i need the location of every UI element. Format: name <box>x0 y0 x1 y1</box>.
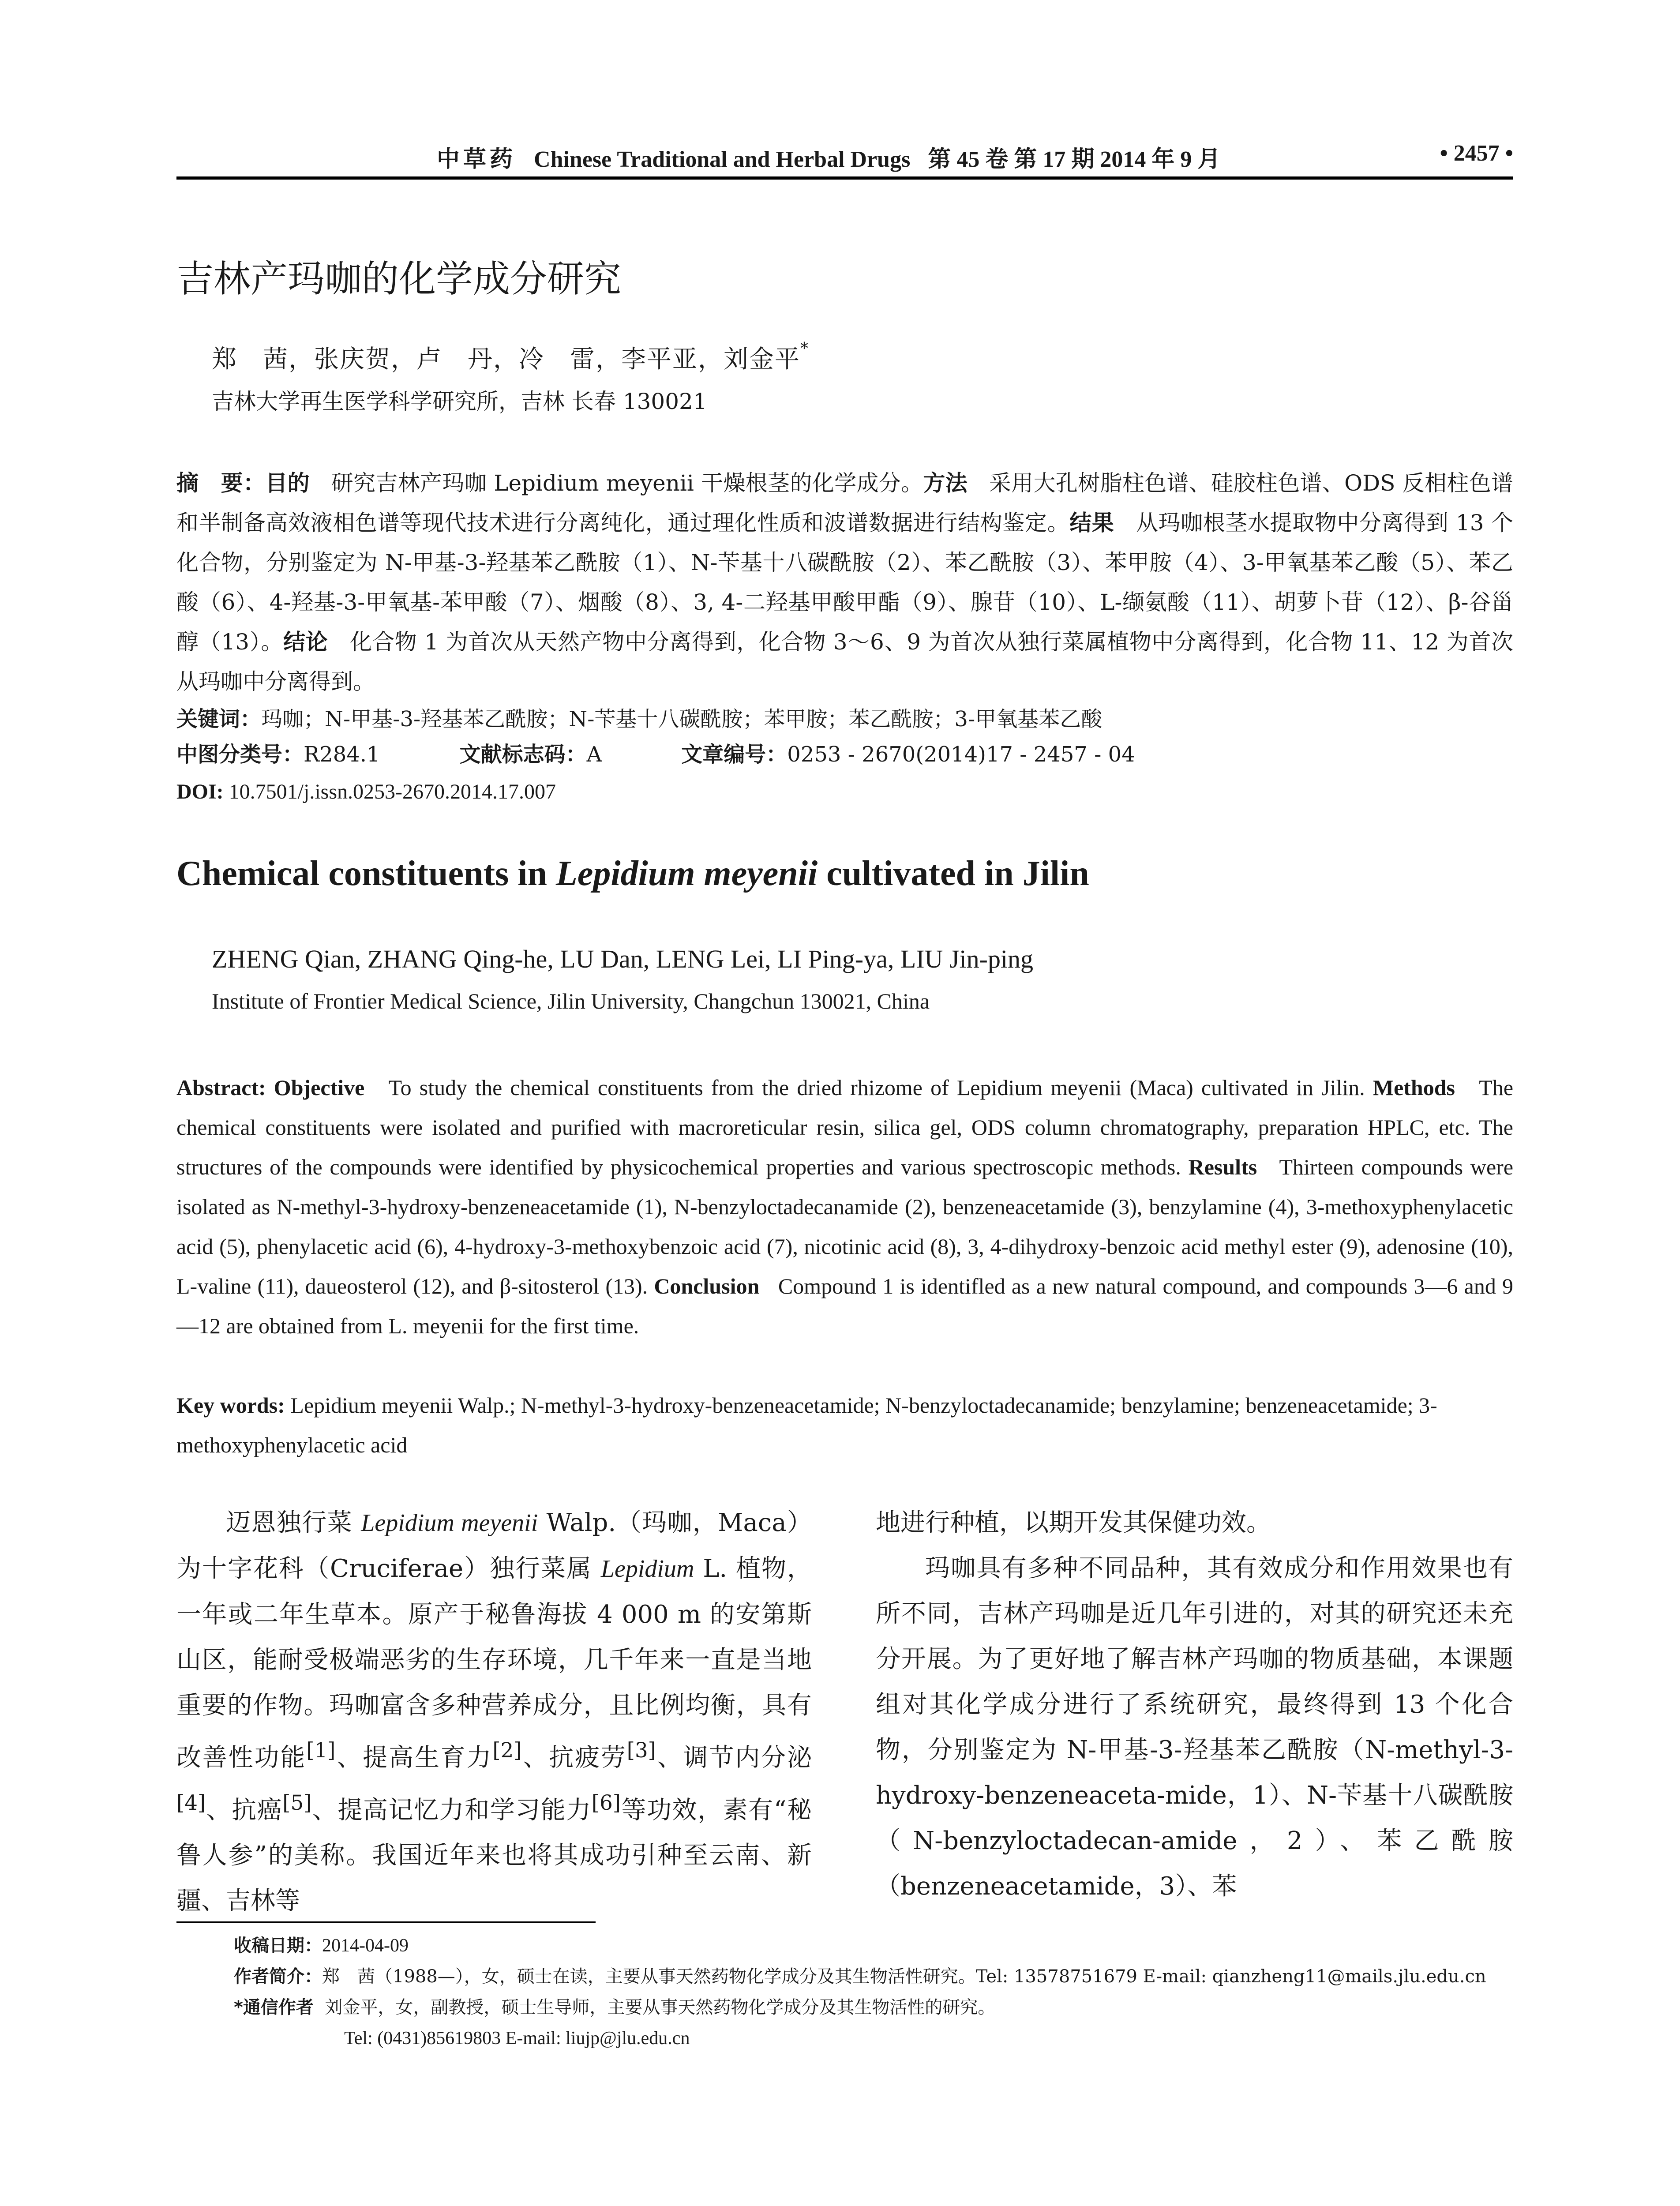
article-no-value: 0253 - 2670(2014)17 - 2457 - 04 <box>787 742 1135 767</box>
cn-affiliation: 吉林大学再生医学科学研究所，吉林 长春 130021 <box>212 389 707 414</box>
body-column-left <box>176 1500 812 1924</box>
journal-line <box>437 140 1220 173</box>
en-title-post: cultivated in Jilin <box>818 854 1089 893</box>
en-title <box>176 854 1089 894</box>
latin-name: Lepidium meyenii <box>361 1509 538 1537</box>
cn-keywords <box>176 702 1513 737</box>
cn-author-list: 郑 茜，张庆贺，卢 丹，冷 雷，李平亚，刘金平 <box>212 345 800 374</box>
doccode-label: 文献标志码： <box>459 742 587 767</box>
cn-conclusion-label: 结论 <box>283 629 328 655</box>
en-authors: ZHENG Qian, ZHANG Qing-he, LU Dan, LENG Lei, LI Ping-ya, LIU Jin-ping <box>212 945 1034 973</box>
body-text: 、抗疲劳 <box>521 1743 627 1772</box>
body-text: 、提高记忆力和学习能力 <box>311 1796 592 1825</box>
en-conclusion: Compound 1 is identifled as a new natural compound, and compounds 3—6 and 9—12 are obtained from L. meyenii for the first time. <box>176 1274 1514 1338</box>
issue-info: 第 45 卷 第 17 期 2014 年 9 月 <box>928 147 1221 172</box>
en-keywords-text: Lepidium meyenii Walp.; N-methyl-3-hydroxy-benzeneacetamide; N-benzyloctadecanamide; benzylamine; benzeneacetamide; 3-methoxyphenylacetic acid <box>176 1393 1437 1457</box>
cn-title: 吉林产玛咖的化学成分研究 <box>176 257 622 300</box>
page-number: • 2457 • <box>1440 141 1513 166</box>
footnote-bio <box>234 1961 1513 1992</box>
en-results-label: Results <box>1188 1155 1257 1179</box>
cn-authors <box>212 340 809 375</box>
cn-methods-label: 方法 <box>923 470 968 496</box>
body-paragraph: 玛咖具有多种不同品种，其有效成分和作用效果也有所不同，吉林产玛咖是近几年引进的，对其的研究还未充分开展。为了更好地了解吉林产玛咖的物质基础，本课题组对其化学成分进行了系统研究，最终得到 13 个化合物，分别鉴定为 N-甲基-3-羟基苯乙酰胺（N-methyl-3-hydroxy-benzeneaceta-mide，1）、N-苄基十八碳酰胺（N-benzyloctadecan-amide，2）、苯乙酰胺（benzeneacetamide，3）、苯 <box>876 1554 1513 1901</box>
footnote-received <box>234 1930 1513 1961</box>
en-affiliation: Institute of Frontier Medical Science, Jilin University, Changchun 130021, China <box>212 989 930 1013</box>
en-title-pre: Chemical constituents in <box>176 854 556 893</box>
received-label: 收稿日期： <box>234 1936 322 1956</box>
doi-line <box>176 774 556 810</box>
citation-ref[interactable]: [6] <box>591 1791 621 1815</box>
footnote-contact <box>234 2023 1513 2054</box>
footnotes <box>234 1930 1513 2054</box>
corresponding-mark: * <box>800 340 809 358</box>
body-text: 、调节内分泌 <box>656 1743 812 1772</box>
body-column-right <box>876 1500 1513 1909</box>
latin-genus: Lepidium <box>600 1555 694 1583</box>
corresponding-contact: Tel: (0431)85619803 E-mail: liujp@jlu.edu.cn <box>344 2028 690 2048</box>
corresponding-text: 刘金平，女，副教授，硕士生导师，主要从事天然药物化学成分及其生物活性的研究。 <box>325 1997 996 2018</box>
body-text: 、抗癌 <box>206 1796 283 1825</box>
en-title-species: Lepidium meyenii <box>556 854 818 893</box>
cn-abstract <box>176 463 1513 702</box>
article-no-label: 文章编号： <box>681 742 788 767</box>
cn-objective: 研究吉林产玛咖 Lepidium meyenii 干燥根茎的化学成分。 <box>331 470 923 496</box>
en-abstract <box>176 1068 1513 1346</box>
footnote-rule <box>176 1921 596 1923</box>
cn-objective-label: 目的 <box>265 470 310 496</box>
en-abstract-label: Abstract: Objective <box>176 1075 365 1100</box>
body-text: 、提高生育力 <box>335 1743 493 1772</box>
body-text: L. 植物，一年或二年生草本。原产于秘鲁海拔 4 000 m 的安第斯山区，能耐受极端恶劣的生存环境，几千年来一直是当地重要的作物。玛咖富含多种营养成分，且比例均衡，具有改善性功能 <box>176 1554 812 1772</box>
doccode-value: A <box>586 742 602 767</box>
cn-conclusion: 化合物 1 为首次从天然产物中分离得到，化合物 3～6、9 为首次从独行菜属植物中分离得到，化合物 11、12 为首次从玛咖中分离得到。 <box>176 629 1514 694</box>
citation-ref[interactable]: [1] <box>306 1739 336 1763</box>
bio-label: 作者简介： <box>234 1966 322 1987</box>
footnote-corresponding <box>234 1992 1513 2023</box>
cn-keywords-label: 关键词： <box>176 707 262 732</box>
citation-ref[interactable]: [4] <box>176 1791 206 1815</box>
en-keywords <box>176 1385 1513 1465</box>
en-methods-label: Methods <box>1372 1075 1455 1100</box>
corresponding-label: *通信作者 <box>234 1997 314 2018</box>
cn-keywords-text: 玛咖；N-甲基-3-羟基苯乙酰胺；N-苄基十八碳酰胺；苯甲胺；苯乙酰胺；3-甲氧基苯乙酸 <box>261 707 1102 732</box>
bio-text: 郑 茜（1988—），女，硕士在读，主要从事天然药物化学成分及其生物活性研究。Tel: 13578751679 E-mail: qianzheng11@mails.jlu.edu.cn <box>322 1966 1486 1987</box>
journal-name-cn: 中草药 <box>437 146 517 173</box>
cn-methods: 采用大孔树脂柱色谱、硅胶柱色谱、ODS 反相柱色谱和半制备高效液相色谱等现代技术进行分离纯化，通过理化性质和波谱数据进行结构鉴定。 <box>176 470 1514 536</box>
citation-ref[interactable]: [5] <box>282 1791 312 1815</box>
en-results: Thirteen compounds were isolated as N-methyl-3-hydroxy-benzeneacetamide (1), N-benzyloctadecanamide (2), benzeneacetamide (3), benzylamine (4), 3-methoxyphenylacetic acid (5), phenylacetic acid (6), 4-hydroxy-3-methoxybenzoic acid (7), nicotinic acid (8), 3, 4-dihydroxy-benzoic acid methyl ester (9), adenosine (10), L-valine (11), daueosterol (12), and β-sitosterol (13). <box>176 1155 1514 1298</box>
body-text: 等功效，素有“秘鲁人参”的美称。我国近年来也将其成功引种至云南、新疆、吉林等 <box>176 1796 812 1916</box>
cn-abstract-label: 摘 要： <box>176 470 266 496</box>
body-paragraph-continued: 地进行种植，以期开发其保健功效。 <box>876 1508 1271 1537</box>
clc-value: R284.1 <box>304 742 380 767</box>
running-header <box>176 140 1513 180</box>
body-text: Walp.（玛咖，Maca）为十字花科（Cruciferae）独行菜属 <box>176 1508 812 1583</box>
journal-name-en: Chinese Traditional and Herbal Drugs <box>534 147 911 172</box>
received-date: 2014-04-09 <box>322 1936 409 1956</box>
body-text: 迈恩独行菜 <box>226 1508 361 1537</box>
en-objective: To study the chemical constituents from the dried rhizome of Lepidium meyenii (Maca) cultivated in Jilin. <box>388 1075 1365 1100</box>
en-keywords-label: Key words: <box>176 1393 285 1418</box>
en-methods: The chemical constituents were isolated and purified with macroreticular resin, silica gel, ODS column chromatography, preparation HPLC, etc. The structures of the compounds were identified by physicochemical properties and various spectroscopic methods. <box>176 1075 1514 1179</box>
classification-line <box>176 737 1513 772</box>
doi-label: DOI: <box>176 780 224 803</box>
cn-results-label: 结果 <box>1069 510 1114 536</box>
header-rule <box>176 176 1513 180</box>
body-paragraph <box>176 1500 812 1924</box>
cn-results: 从玛咖根茎水提取物中分离得到 13 个化合物，分别鉴定为 N-甲基-3-羟基苯乙酰胺（1）、N-苄基十八碳酰胺（2）、苯乙酰胺（3）、苯甲胺（4）、3-甲氧基苯乙酸（5）、苯乙酸（6）、4-羟基-3-甲氧基-苯甲酸（7）、烟酸（8）、3, 4-二羟基甲酸甲酯（9）、腺苷（10）、L-缬氨酸（11）、胡萝卜苷（12）、β-谷甾醇（13）。 <box>176 510 1514 655</box>
citation-ref[interactable]: [3] <box>626 1739 656 1763</box>
doi-value: 10.7501/j.issn.0253-2670.2014.17.007 <box>229 780 556 803</box>
clc-label: 中图分类号： <box>176 742 304 767</box>
en-conclusion-label: Conclusion <box>654 1274 760 1298</box>
citation-ref[interactable]: [2] <box>492 1739 522 1763</box>
